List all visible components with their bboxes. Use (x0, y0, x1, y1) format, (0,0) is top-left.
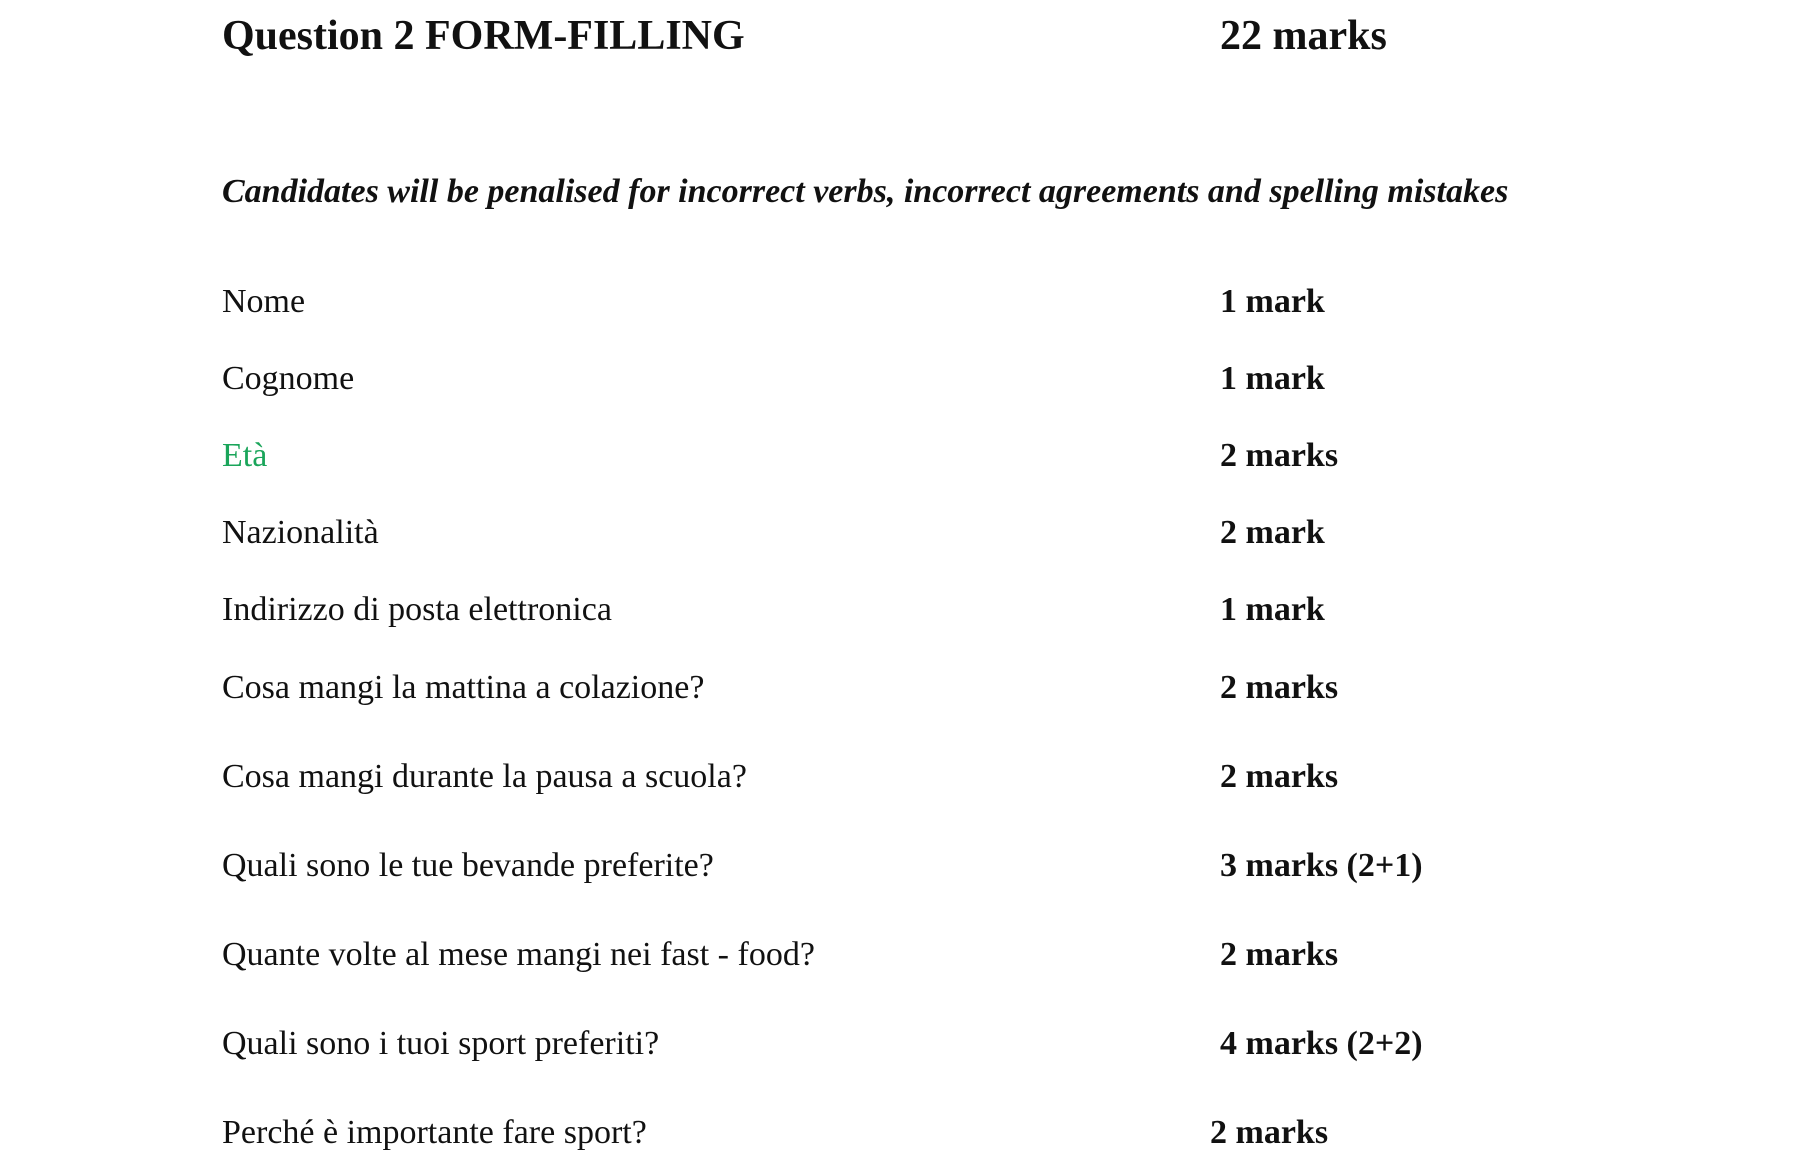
question-total-marks: 22 marks (1220, 13, 1387, 59)
row-marks-nazionalita: 2 mark (1220, 514, 1325, 551)
row-marks-cognome: 1 mark (1220, 360, 1325, 397)
row-label-nazionalita: Nazionalità (222, 514, 379, 551)
row-label-bevande: Quali sono le tue bevande preferite? (222, 847, 714, 884)
row-label-colazione: Cosa mangi la mattina a colazione? (222, 669, 705, 706)
row-marks-nome: 1 mark (1220, 283, 1325, 320)
question-title: Question 2 FORM-FILLING (222, 13, 745, 59)
row-label-importante-sport: Perché è importante fare sport? (222, 1114, 647, 1151)
row-marks-bevande: 3 marks (2+1) (1220, 847, 1423, 884)
row-marks-fast-food: 2 marks (1220, 936, 1339, 973)
row-label-nome: Nome (222, 283, 306, 320)
row-marks-sport: 4 marks (2+2) (1220, 1025, 1423, 1062)
row-marks-email: 1 mark (1220, 591, 1325, 628)
row-label-sport: Quali sono i tuoi sport preferiti? (222, 1025, 660, 1062)
row-marks-eta: 2 marks (1220, 437, 1339, 474)
row-label-fast-food: Quante volte al mese mangi nei fast - food? (222, 936, 815, 973)
row-label-eta: Età (222, 437, 268, 474)
row-label-pausa: Cosa mangi durante la pausa a scuola? (222, 758, 747, 795)
row-label-email: Indirizzo di posta elettronica (222, 591, 612, 628)
row-marks-pausa: 2 marks (1220, 758, 1339, 795)
row-marks-colazione: 2 marks (1220, 669, 1339, 706)
marking-instruction: Candidates will be penalised for incorrect verbs, incorrect agreements and spelling mistakes (222, 173, 1509, 210)
row-marks-importante-sport: 2 marks (1210, 1114, 1329, 1151)
row-label-cognome: Cognome (222, 360, 355, 397)
